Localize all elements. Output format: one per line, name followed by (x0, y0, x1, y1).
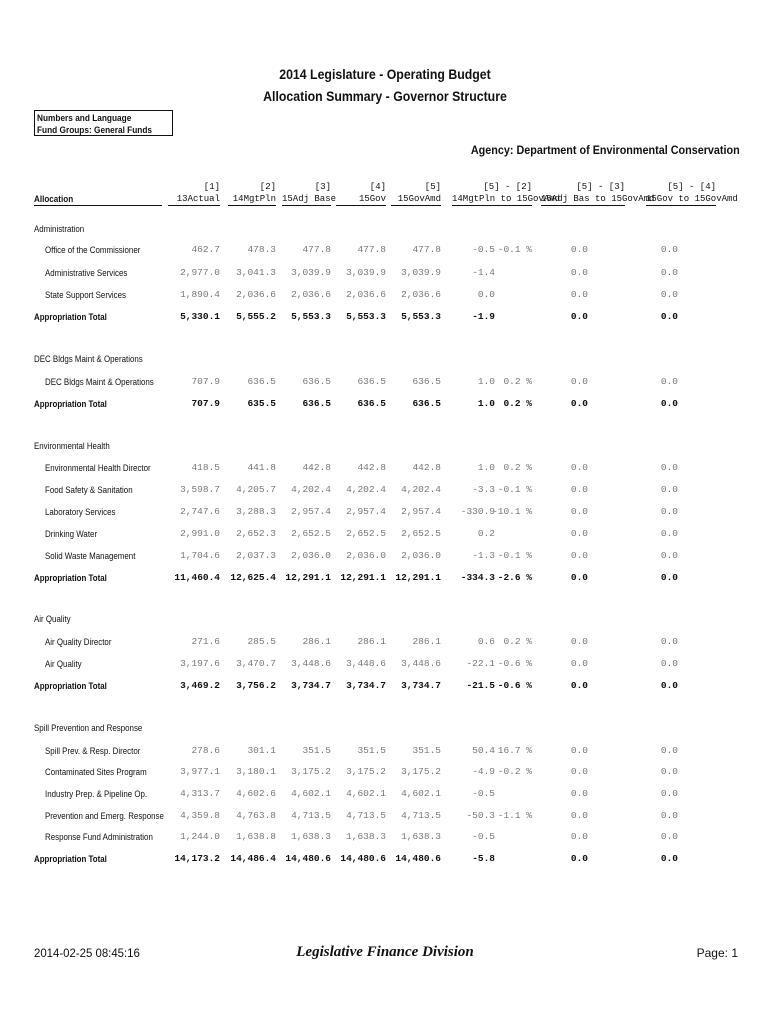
difference-cell: 1.0 (477, 462, 495, 473)
percent-change-cell: -0.1 % (497, 550, 532, 561)
difference-cell: 0.0 (660, 853, 678, 864)
col-header-15govamd: [5] 15GovAmd (391, 181, 441, 206)
difference-cell: -1.4 (472, 267, 495, 278)
value-cell: 5,555.2 (236, 311, 276, 322)
difference-cell: 0.0 (570, 484, 588, 495)
table-row (0, 657, 770, 671)
difference-cell: -3.3 (472, 484, 495, 495)
value-cell: 286.1 (357, 636, 386, 647)
value-cell: 2,747.6 (180, 506, 220, 517)
value-cell: 14,480.6 (285, 853, 331, 864)
value-cell: 2,036.6 (346, 289, 386, 300)
difference-cell: 0.0 (660, 788, 678, 799)
difference-cell: 0.0 (570, 831, 588, 842)
difference-cell: 0.0 (570, 244, 588, 255)
difference-cell: 0.0 (570, 658, 588, 669)
value-cell: 1,638.3 (291, 831, 331, 842)
row-label: Solid Waste Management (45, 551, 136, 561)
value-cell: 4,602.1 (401, 788, 441, 799)
fund-group-box (34, 110, 173, 136)
difference-cell: -0.5 (472, 788, 495, 799)
value-cell: 3,756.2 (236, 680, 276, 691)
difference-cell: 0.0 (660, 550, 678, 561)
difference-cell: 0.0 (570, 853, 588, 864)
row-label: DEC Bldgs Maint & Operations (45, 377, 154, 387)
value-cell: 2,652.5 (291, 528, 331, 539)
value-cell: 478.3 (247, 244, 276, 255)
difference-cell: 0.0 (660, 484, 678, 495)
difference-cell: 0.0 (570, 267, 588, 278)
value-cell: 3,469.2 (180, 680, 220, 691)
value-cell: 12,291.1 (395, 572, 441, 583)
value-cell: 3,039.9 (291, 267, 331, 278)
row-label: Environmental Health (34, 441, 110, 451)
table-row (0, 483, 770, 497)
value-cell: 2,977.0 (180, 267, 220, 278)
value-cell: 2,957.4 (291, 506, 331, 517)
value-cell: 1,638.3 (401, 831, 441, 842)
row-label: Contaminated Sites Program (45, 767, 147, 777)
percent-change-cell: -10.1 % (492, 506, 532, 517)
value-cell: 3,448.6 (346, 658, 386, 669)
col-header-14mgtpln: [2] 14MgtPln (228, 181, 276, 206)
difference-cell: 0.0 (660, 267, 678, 278)
difference-cell: 0.0 (570, 550, 588, 561)
division-name: Legislative Finance Division (296, 944, 474, 960)
value-cell: 2,036.6 (401, 289, 441, 300)
difference-cell: 0.0 (570, 766, 588, 777)
value-cell: 707.9 (191, 376, 220, 387)
value-cell: 3,448.6 (401, 658, 441, 669)
value-cell: 4,713.5 (401, 810, 441, 821)
difference-cell: -0.5 (472, 831, 495, 842)
value-cell: 636.5 (412, 376, 441, 387)
value-cell: 4,602.1 (346, 788, 386, 799)
value-cell: 3,977.1 (180, 766, 220, 777)
value-cell: 2,652.3 (236, 528, 276, 539)
table-row (0, 375, 770, 389)
table-row (0, 635, 770, 649)
value-cell: 462.7 (191, 244, 220, 255)
value-cell: 286.1 (412, 636, 441, 647)
table-row (0, 461, 770, 475)
value-cell: 441.8 (247, 462, 276, 473)
difference-cell: 0.0 (660, 398, 678, 409)
percent-change-cell: 0.2 % (503, 462, 532, 473)
value-cell: 3,041.3 (236, 267, 276, 278)
difference-cell: -4.9 (472, 766, 495, 777)
difference-cell: 0.0 (570, 810, 588, 821)
value-cell: 3,175.2 (346, 766, 386, 777)
difference-cell: 0.0 (570, 462, 588, 473)
value-cell: 477.8 (302, 244, 331, 255)
difference-cell: 0.0 (660, 572, 678, 583)
value-cell: 1,638.8 (236, 831, 276, 842)
difference-cell: -1.9 (472, 311, 495, 322)
page-number: Page: 1 (696, 946, 738, 960)
section-header (0, 222, 770, 236)
row-label: DEC Bldgs Maint & Operations (34, 354, 143, 364)
value-cell: 636.5 (357, 398, 386, 409)
col-header-13actual: [1] 13Actual (168, 181, 220, 206)
row-label: Appropriation Total (34, 399, 107, 409)
difference-cell: 0.0 (660, 528, 678, 539)
value-cell: 636.5 (357, 376, 386, 387)
value-cell: 3,598.7 (180, 484, 220, 495)
table-row (0, 765, 770, 779)
appropriation-total-row (0, 310, 770, 324)
table-row (0, 744, 770, 758)
col-header-diff-mgtpln: [5] - [2] 14MgtPln to 15GovAmd (452, 182, 561, 204)
table-row (0, 527, 770, 541)
table-row (0, 549, 770, 563)
row-label: Spill Prevention and Response (34, 723, 143, 733)
difference-cell: 0.0 (570, 680, 588, 691)
difference-cell: 1.0 (477, 376, 495, 387)
report-title: 2014 Legislature - Operating Budget (279, 66, 491, 82)
table-row (0, 830, 770, 844)
report-subtitle: Allocation Summary - Governor Structure (263, 88, 507, 104)
row-label: Administrative Services (45, 268, 128, 278)
value-cell: 351.5 (412, 745, 441, 756)
value-cell: 1,638.3 (346, 831, 386, 842)
value-cell: 442.8 (357, 462, 386, 473)
difference-cell: -330.9 (460, 506, 495, 517)
value-cell: 14,480.6 (340, 853, 386, 864)
value-cell: 442.8 (302, 462, 331, 473)
value-cell: 2,036.6 (291, 289, 331, 300)
row-label: Industry Prep. & Pipeline Op. (45, 789, 148, 799)
value-cell: 12,291.1 (340, 572, 386, 583)
value-cell: 4,359.8 (180, 810, 220, 821)
row-label: Laboratory Services (45, 507, 116, 517)
difference-cell: 0.0 (477, 289, 495, 300)
section-header (0, 352, 770, 366)
col-header-diff-gov: [5] - [4] 15Gov to 15GovAmd (646, 182, 738, 204)
value-cell: 635.5 (247, 398, 276, 409)
value-cell: 4,602.6 (236, 788, 276, 799)
difference-cell: -0.5 (472, 244, 495, 255)
difference-cell: 0.0 (660, 376, 678, 387)
value-cell: 351.5 (302, 745, 331, 756)
value-cell: 2,991.0 (180, 528, 220, 539)
difference-cell: 0.0 (660, 658, 678, 669)
value-cell: 1,890.4 (180, 289, 220, 300)
percent-change-cell: 16.7 % (497, 745, 532, 756)
value-cell: 3,175.2 (401, 766, 441, 777)
value-cell: 271.6 (191, 636, 220, 647)
difference-cell: -50.3 (466, 810, 495, 821)
difference-cell: 0.0 (660, 289, 678, 300)
percent-change-cell: -0.2 % (497, 766, 532, 777)
difference-cell: 50.4 (472, 745, 495, 756)
value-cell: 278.6 (191, 745, 220, 756)
value-cell: 14,480.6 (395, 853, 441, 864)
value-cell: 301.1 (247, 745, 276, 756)
section-header (0, 439, 770, 453)
row-label: Environmental Health Director (45, 463, 151, 473)
percent-change-cell: -0.1 % (497, 484, 532, 495)
value-cell: 4,713.5 (346, 810, 386, 821)
value-cell: 5,330.1 (180, 311, 220, 322)
difference-cell: 0.0 (660, 680, 678, 691)
value-cell: 12,291.1 (285, 572, 331, 583)
value-cell: 2,036.0 (291, 550, 331, 561)
value-cell: 5,553.3 (291, 311, 331, 322)
difference-cell: 0.0 (660, 810, 678, 821)
agency-label: Agency: Department of Environmental Conservation (471, 143, 740, 157)
value-cell: 636.5 (412, 398, 441, 409)
row-label: Appropriation Total (34, 854, 107, 864)
row-label: Response Fund Administration (45, 832, 153, 842)
difference-cell: 0.0 (660, 311, 678, 322)
percent-change-cell: 0.2 % (503, 398, 532, 409)
value-cell: 3,039.9 (401, 267, 441, 278)
difference-cell: 0.0 (660, 462, 678, 473)
row-label: Office of the Commissioner (45, 245, 141, 255)
difference-cell: 0.0 (570, 572, 588, 583)
col-header-diff-adjbase: [5] - [3] 15Adj Bas to 15GovAmd (541, 182, 655, 204)
value-cell: 477.8 (357, 244, 386, 255)
value-cell: 14,486.4 (230, 853, 276, 864)
appropriation-total-row (0, 571, 770, 585)
value-cell: 1,244.0 (180, 831, 220, 842)
row-label: Appropriation Total (34, 573, 107, 583)
row-label: State Support Services (45, 290, 127, 300)
value-cell: 3,288.3 (236, 506, 276, 517)
difference-cell: -1.3 (472, 550, 495, 561)
value-cell: 636.5 (302, 376, 331, 387)
value-cell: 4,202.4 (401, 484, 441, 495)
row-label: Prevention and Emerg. Response (45, 811, 164, 821)
difference-cell: 0.0 (570, 636, 588, 647)
percent-change-cell: -2.6 % (497, 572, 532, 583)
value-cell: 2,957.4 (346, 506, 386, 517)
value-cell: 1,704.6 (180, 550, 220, 561)
row-label: Administration (34, 224, 85, 234)
row-label: Food Safety & Sanitation (45, 485, 133, 495)
appropriation-total-row (0, 397, 770, 411)
difference-cell: 0.0 (570, 376, 588, 387)
value-cell: 4,205.7 (236, 484, 276, 495)
row-label: Drinking Water (45, 529, 98, 539)
percent-change-cell: -0.6 % (497, 658, 532, 669)
percent-change-cell: 0.2 % (503, 376, 532, 387)
value-cell: 3,470.7 (236, 658, 276, 669)
report-timestamp: 2014-02-25 08:45:16 (34, 946, 140, 960)
value-cell: 12,625.4 (230, 572, 276, 583)
col-header-15gov: [4] 15Gov (336, 181, 386, 206)
appropriation-total-row (0, 679, 770, 693)
table-row (0, 787, 770, 801)
difference-cell: 0.0 (660, 766, 678, 777)
section-header (0, 721, 770, 735)
percent-change-cell: -0.6 % (497, 680, 532, 691)
row-label: Air Quality (45, 659, 82, 669)
value-cell: 14,173.2 (174, 853, 220, 864)
difference-cell: 0.0 (660, 506, 678, 517)
value-cell: 707.9 (191, 398, 220, 409)
value-cell: 3,734.7 (346, 680, 386, 691)
value-cell: 2,652.5 (401, 528, 441, 539)
value-cell: 4,602.1 (291, 788, 331, 799)
difference-cell: 0.0 (660, 636, 678, 647)
value-cell: 636.5 (302, 398, 331, 409)
value-cell: 11,460.4 (174, 572, 220, 583)
percent-change-cell: -0.1 % (497, 244, 532, 255)
value-cell: 3,734.7 (401, 680, 441, 691)
value-cell: 636.5 (247, 376, 276, 387)
appropriation-total-row (0, 852, 770, 866)
table-row (0, 505, 770, 519)
value-cell: 3,734.7 (291, 680, 331, 691)
value-cell: 2,036.6 (236, 289, 276, 300)
row-label: Air Quality (34, 614, 71, 624)
value-cell: 2,957.4 (401, 506, 441, 517)
table-row (0, 288, 770, 302)
row-label: Spill Prev. & Resp. Director (45, 746, 141, 756)
value-cell: 5,553.3 (346, 311, 386, 322)
difference-cell: 0.0 (570, 289, 588, 300)
row-label: Appropriation Total (34, 312, 107, 322)
value-cell: 3,448.6 (291, 658, 331, 669)
value-cell: 4,202.4 (291, 484, 331, 495)
value-cell: 3,180.1 (236, 766, 276, 777)
difference-cell: 1.0 (477, 398, 495, 409)
value-cell: 2,036.0 (401, 550, 441, 561)
col-header-15adjbase: [3] 15Adj Base (282, 182, 337, 204)
value-cell: 286.1 (302, 636, 331, 647)
value-cell: 5,553.3 (401, 311, 441, 322)
section-header (0, 612, 770, 626)
difference-cell: 0.0 (660, 831, 678, 842)
value-cell: 4,202.4 (346, 484, 386, 495)
difference-cell: 0.0 (570, 506, 588, 517)
difference-cell: 0.2 (477, 528, 495, 539)
row-label: Air Quality Director (45, 637, 112, 647)
difference-cell: 0.0 (570, 398, 588, 409)
value-cell: 3,039.9 (346, 267, 386, 278)
difference-cell: 0.0 (570, 311, 588, 322)
difference-cell: 0.0 (570, 788, 588, 799)
difference-cell: -21.5 (466, 680, 495, 691)
value-cell: 285.5 (247, 636, 276, 647)
difference-cell: 0.0 (570, 528, 588, 539)
box-line-1: Numbers and Language (37, 113, 132, 123)
value-cell: 4,313.7 (180, 788, 220, 799)
difference-cell: 0.0 (570, 745, 588, 756)
value-cell: 2,036.0 (346, 550, 386, 561)
difference-cell: -334.3 (460, 572, 495, 583)
value-cell: 477.8 (412, 244, 441, 255)
value-cell: 2,652.5 (346, 528, 386, 539)
value-cell: 4,713.5 (291, 810, 331, 821)
difference-cell: -22.1 (466, 658, 495, 669)
difference-cell: 0.0 (660, 745, 678, 756)
value-cell: 3,175.2 (291, 766, 331, 777)
table-row (0, 266, 770, 280)
value-cell: 442.8 (412, 462, 441, 473)
difference-cell: 0.0 (660, 244, 678, 255)
difference-cell: 0.6 (477, 636, 495, 647)
table-row (0, 809, 770, 823)
value-cell: 3,197.6 (180, 658, 220, 669)
allocation-column-header: Allocation (34, 193, 162, 206)
value-cell: 4,763.8 (236, 810, 276, 821)
value-cell: 418.5 (191, 462, 220, 473)
box-line-2: Fund Groups: General Funds (37, 125, 153, 135)
percent-change-cell: 0.2 % (503, 636, 532, 647)
percent-change-cell: -1.1 % (497, 810, 532, 821)
value-cell: 351.5 (357, 745, 386, 756)
value-cell: 2,037.3 (236, 550, 276, 561)
difference-cell: -5.8 (472, 853, 495, 864)
table-row (0, 243, 770, 257)
row-label: Appropriation Total (34, 681, 107, 691)
